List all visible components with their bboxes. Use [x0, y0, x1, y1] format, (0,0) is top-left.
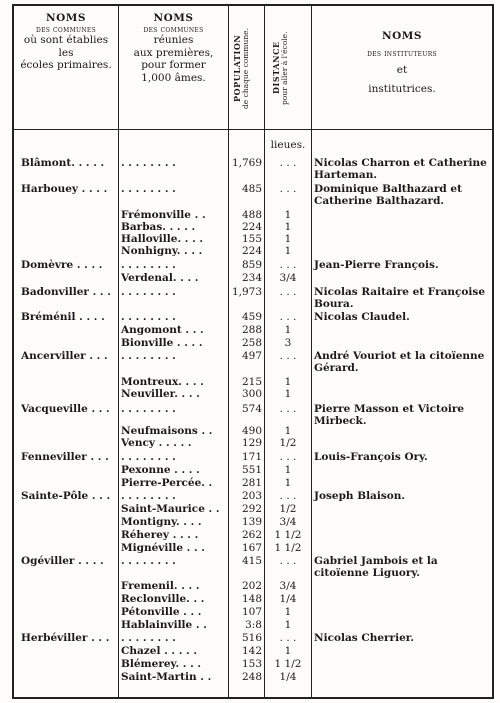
table-row	[0, 516, 500, 529]
distance-value: . . .	[279, 403, 297, 415]
table-row	[0, 311, 500, 324]
header-rule	[12, 129, 494, 130]
distance-value: . . .	[279, 311, 297, 323]
population-value: 485	[241, 183, 262, 195]
annexed-commune-name: . . . . . . . .	[121, 157, 176, 169]
population-value: 488	[241, 209, 262, 221]
table-row	[0, 437, 500, 450]
distance-value: 3/4	[279, 516, 297, 528]
distance-value: . . .	[279, 157, 297, 169]
table-row	[0, 272, 500, 285]
population-value: 167	[241, 542, 262, 554]
table-row	[0, 337, 500, 350]
population-value: 516	[241, 632, 262, 644]
annexed-commune-name: . . . . . . . .	[121, 350, 176, 362]
header-instituteurs: NOMS des instituteurs et institutrices.	[312, 30, 492, 95]
header-communes-title: NOMS	[46, 12, 86, 24]
distance-value: . . .	[279, 183, 297, 195]
annexed-commune-name: Mignéville . . .	[121, 542, 205, 554]
commune-name: Ogéviller . . . .	[21, 555, 104, 567]
distance-value: 1	[284, 477, 292, 489]
distance-value: 1	[284, 221, 292, 233]
annexed-commune-name: . . . . . . . .	[121, 632, 176, 644]
table-row	[0, 529, 500, 542]
annexed-commune-name: . . . . . . . .	[121, 311, 176, 323]
population-value: 459	[241, 311, 262, 323]
annexed-commune-name: Frémonville . .	[121, 209, 206, 221]
distance-value: . . .	[279, 286, 297, 298]
annexed-commune-name: . . . . . . . .	[121, 183, 176, 195]
distance-value: . . .	[279, 490, 297, 502]
population-value: 139	[241, 516, 262, 528]
table-row	[0, 632, 500, 645]
distance-value: 1	[284, 464, 292, 476]
annexed-commune-name: Saint-Maurice . .	[121, 503, 220, 515]
population-value: 224	[241, 221, 262, 233]
population-value: 262	[241, 529, 262, 541]
population-value: 288	[241, 324, 262, 336]
header-population: POPULATION de chaque commune.	[232, 27, 251, 109]
commune-name: Harbouey . . . .	[21, 183, 108, 195]
population-value: 224	[241, 245, 262, 257]
commune-name: Vacqueville . . .	[21, 403, 110, 415]
annexed-commune-name: Bionville . . . .	[121, 337, 203, 349]
distance-value: 1	[284, 388, 292, 400]
annexed-commune-name: Verdenal. . . .	[121, 272, 199, 284]
annexed-commune-name: Angomont . . .	[121, 324, 204, 336]
population-value: 107	[241, 606, 262, 618]
distance-value: 1	[284, 425, 292, 437]
population-value: 281	[241, 477, 262, 489]
table-row	[0, 245, 500, 258]
population-value: 3:8	[245, 619, 262, 631]
population-value: 497	[241, 350, 262, 362]
table-row	[0, 580, 500, 593]
annexed-commune-name: . . . . . . . .	[121, 259, 176, 271]
table-row	[0, 658, 500, 671]
commune-name: Domèvre . . . .	[21, 259, 103, 271]
distance-value: . . .	[279, 350, 297, 362]
annexed-commune-name: Neuviller. . . .	[121, 388, 200, 400]
population-value: 234	[241, 272, 262, 284]
table-row	[0, 619, 500, 632]
distance-value: 1	[284, 619, 292, 631]
commune-name: Herbéviller . . .	[21, 632, 110, 644]
table-row	[0, 157, 500, 181]
annexed-commune-name: Hablainville . .	[121, 619, 207, 631]
annexed-commune-name: Pierre-Percée. .	[121, 477, 213, 489]
population-value: 215	[241, 376, 262, 388]
distance-value: . . .	[279, 632, 297, 644]
distance-value: 1/2	[279, 503, 297, 515]
table-row	[0, 259, 500, 272]
teacher-names: Pierre Masson et Victoire Mirbeck.	[314, 403, 465, 427]
table-row	[0, 606, 500, 619]
table-row	[0, 451, 500, 464]
teacher-names: Nicolas Claudel.	[314, 311, 410, 323]
population-value: 148	[241, 593, 262, 605]
population-value: 248	[241, 671, 262, 683]
population-value: 203	[241, 490, 262, 502]
annexed-commune-name: Neufmaisons . .	[121, 425, 213, 437]
annexed-commune-name: . . . . . . . .	[121, 490, 176, 502]
annexed-commune-name: Halloville. . . .	[121, 233, 204, 245]
population-value: 142	[241, 645, 262, 657]
header-communes-reunies: NOMS des communes réunies aux premières, pour former 1,000 âmes.	[119, 12, 228, 85]
distance-value: 1 1/2	[274, 658, 302, 670]
header-instituteurs-title: NOMS	[382, 30, 422, 42]
commune-name: Blâmont. . . . .	[21, 157, 105, 169]
annexed-commune-name: Chazel . . . . .	[121, 645, 197, 657]
distance-value: . . .	[279, 259, 297, 271]
teacher-names: Nicolas Cherrier.	[314, 632, 414, 644]
table-row	[0, 403, 500, 427]
population-value: 859	[241, 259, 262, 271]
population-value: 155	[241, 233, 262, 245]
distance-value: 1/4	[279, 671, 297, 683]
commune-name: Badonviller . . .	[21, 286, 111, 298]
annexed-commune-name: Montigny. . . .	[121, 516, 202, 528]
annexed-commune-name: Fremenil. . . .	[121, 580, 200, 592]
teacher-names: Nicolas Raitaire et Françoise Boura.	[314, 286, 486, 310]
table-row	[0, 183, 500, 207]
teacher-names: Jean-Pierre François.	[314, 259, 439, 271]
distance-value: 3/4	[279, 580, 297, 592]
teacher-names: Dominique Balthazard et Catherine Balthazard.	[314, 183, 462, 207]
table-row	[0, 542, 500, 555]
distance-value: 3/4	[279, 272, 297, 284]
teacher-names: Gabriel Jambois et la citoïenne Liguory.	[314, 555, 438, 579]
annexed-commune-name: . . . . . . . .	[121, 451, 176, 463]
distance-value: 1	[284, 233, 292, 245]
table-row	[0, 388, 500, 401]
distance-value: . . .	[279, 451, 297, 463]
annexed-commune-name: . . . . . . . .	[121, 555, 176, 567]
table-row	[0, 324, 500, 337]
distance-value: 1	[284, 606, 292, 618]
teacher-names: Joseph Blaison.	[314, 490, 406, 502]
table-row	[0, 350, 500, 374]
table-row	[0, 477, 500, 490]
population-value: 129	[241, 437, 262, 449]
population-value: 258	[241, 337, 262, 349]
commune-name: Sainte-Pôle . . .	[21, 490, 111, 502]
distance-value: 1/2	[279, 437, 297, 449]
table-row	[0, 593, 500, 606]
annexed-commune-name: . . . . . . . .	[121, 403, 176, 415]
distance-value: 1	[284, 209, 292, 221]
annexed-commune-name: Pexonne . . . .	[121, 464, 200, 476]
population-value: 1,769	[231, 157, 262, 169]
table-row	[0, 286, 500, 310]
teacher-names: Louis-François Ory.	[314, 451, 428, 463]
distance-value: 1	[284, 324, 292, 336]
annexed-commune-name: Nonhigny. . . .	[121, 245, 203, 257]
population-value: 292	[241, 503, 262, 515]
table-row	[0, 490, 500, 503]
population-value: 202	[241, 580, 262, 592]
distance-value: 1	[284, 245, 292, 257]
population-value: 415	[241, 555, 262, 567]
population-value: 1,973	[231, 286, 262, 298]
table-row	[0, 503, 500, 516]
distance-value: . . .	[279, 555, 297, 567]
distance-value: 1 1/2	[274, 542, 302, 554]
annexed-commune-name: Saint-Martin . .	[121, 671, 212, 683]
distance-value: 3	[284, 337, 292, 349]
table-row	[0, 671, 500, 684]
annexed-commune-name: Blémerey. . . .	[121, 658, 202, 670]
distance-unit: lieues.	[270, 139, 306, 151]
header-reunies-title: NOMS	[153, 12, 194, 24]
annexed-commune-name: Pétonville . . .	[121, 606, 202, 618]
population-value: 551	[241, 464, 262, 476]
commune-name: Fenneviller . . .	[21, 451, 109, 463]
population-value: 574	[241, 403, 262, 415]
teacher-names: Nicolas Charron et Catherine Harteman.	[314, 157, 487, 181]
population-value: 490	[241, 425, 262, 437]
table-row	[0, 464, 500, 477]
population-value: 171	[241, 451, 262, 463]
annexed-commune-name: Vency . . . . .	[121, 437, 192, 449]
population-value: 153	[241, 658, 262, 670]
distance-value: 1/4	[279, 593, 297, 605]
table-row	[0, 555, 500, 579]
population-value: 300	[241, 388, 262, 400]
annexed-commune-name: Barbas. . . . .	[121, 221, 196, 233]
annexed-commune-name: Montreux. . . .	[121, 376, 204, 388]
annexed-commune-name: Reclonville. . .	[121, 593, 205, 605]
teacher-names: André Vouriot et la citoïenne Gérard.	[314, 350, 485, 374]
annexed-commune-name: . . . . . . . .	[121, 286, 176, 298]
table-row	[0, 645, 500, 658]
header-distance: DISTANCE pour aller à l'école.	[271, 31, 290, 105]
commune-name: Bréménil . . . .	[21, 311, 105, 323]
annexed-commune-name: Réherey . . . .	[121, 529, 199, 541]
distance-value: 1 1/2	[274, 529, 302, 541]
distance-value: 1	[284, 645, 292, 657]
commune-name: Ancerviller . . .	[21, 350, 108, 362]
header-communes: NOMS des communes où sont établies les écoles primaires.	[14, 12, 118, 72]
distance-value: 1	[284, 376, 292, 388]
